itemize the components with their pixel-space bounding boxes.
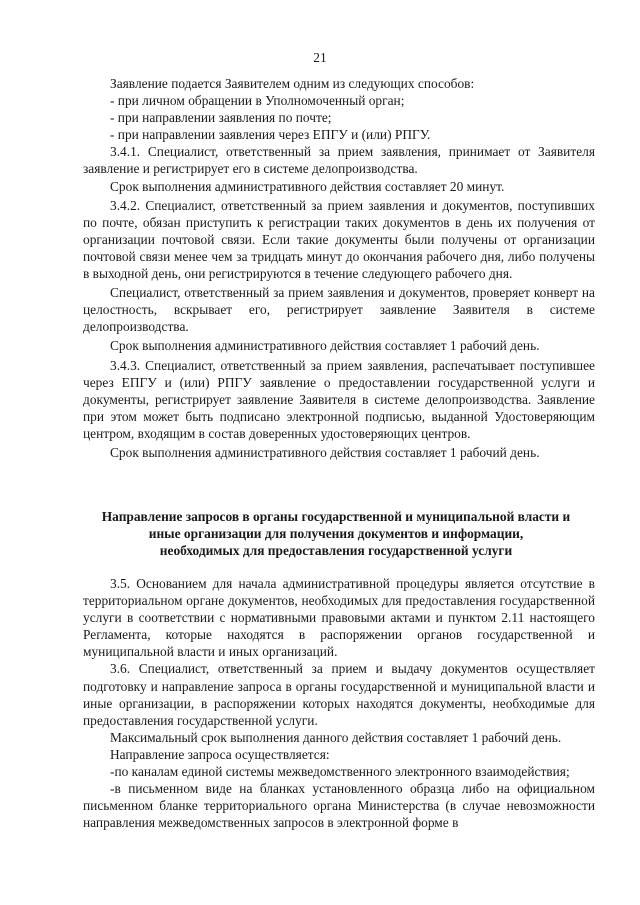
- list-item: - при направлении заявления через ЕПГУ и (или) РПГУ.: [110, 127, 431, 143]
- paragraph: 3.4.3. Специалист, ответственный за прием заявления, распечатывает поступившее через ЕПГУ и (или) РПГУ заявление о предоставлении государственной услуги и документы, регистрирует заявление Заявителя в системе делопроизводства. Заявление при этом может быть подписано электронной подписью, выданной Удостоверяющим центром, входящим в состав доверенных удостоверяющих центров.: [83, 357, 595, 441]
- section-heading: [60, 508, 612, 559]
- list-item: - при направлении заявления по почте;: [110, 110, 332, 126]
- section-heading-line: Направление запросов в органы государственной и муниципальной власти и: [101, 509, 571, 524]
- list-item: -по каналам единой системы межведомственного электронного взаимодействия;: [110, 764, 570, 780]
- paragraph: 3.4.2. Специалист, ответственный за прием заявления и документов, поступивших по почте, обязан приступить к регистрации таких документов в день их получения от организации почтовой связи. Если такие документы были получены от организации почтовой связи менее чем за тридцать минут до окончания рабочего дня, либо получены в выходной день, они регистрируются в течение следующего рабочего дня.: [83, 197, 595, 282]
- paragraph: 3.5. Основанием для начала административной процедуры является отсутствие в территориальном органе документов, необходимых для предоставления государственной услуги в соответствии с нормативными правовыми актами и пунктом 2.11 настоящего Регламента, которые находятся в распоряжении органов государственной и муниципальной власти и иных организаций.: [83, 576, 595, 660]
- paragraph: Направление запроса осуществляется:: [110, 746, 330, 762]
- paragraph: Заявление подается Заявителем одним из следующих способов:: [110, 76, 475, 91]
- section-heading-line: необходимых для предоставления государственной услуги: [159, 543, 513, 558]
- list-item: - при личном обращении в Уполномоченный орган;: [110, 93, 405, 109]
- paragraph: Максимальный срок выполнения данного действия составляет 1 рабочий день.: [110, 729, 562, 745]
- list-item: -в письменном виде на бланках установленного образца либо на официальном письменном бланке территориального органа Министерства (в случае невозможности направления межведомственных запросов в электронной форме в: [83, 781, 595, 831]
- section-heading-line: иные организации для получения документов и информации,: [148, 526, 524, 541]
- paragraph: Срок выполнения административного действия составляет 1 рабочий день.: [110, 444, 540, 460]
- paragraph: Срок выполнения административного действия составляет 1 рабочий день.: [110, 338, 540, 354]
- top-text-block: [83, 75, 595, 461]
- bottom-text-block: [83, 575, 595, 831]
- paragraph: 3.6. Специалист, ответственный за прием и выдачу документов осуществляет подготовку и направление запроса в органы государственной и муниципальной власти и иные организации, в распоряжении которых находятся документы, необходимые для предоставления государственной услуги.: [83, 661, 595, 728]
- paragraph: Специалист, ответственный за прием заявления и документов, проверяет конверт на целостность, вскрывает его, регистрирует заявление Заявителя в системе делопроизводства.: [83, 285, 595, 335]
- paragraph: 3.4.1. Специалист, ответственный за прием заявления, принимает от Заявителя заявление и регистрирует его в системе делопроизводства.: [83, 144, 595, 177]
- page-number: 21: [313, 50, 327, 65]
- paragraph: Срок выполнения административного действия составляет 20 минут.: [110, 178, 505, 194]
